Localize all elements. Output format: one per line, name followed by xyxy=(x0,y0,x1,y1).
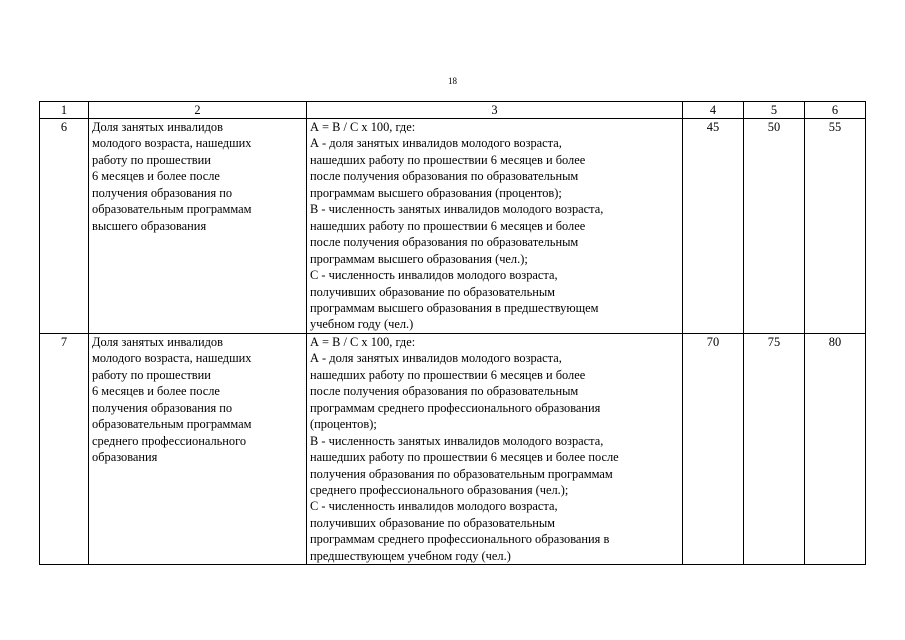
formula-line: В - численность занятых инвалидов молодого возраста, xyxy=(310,433,604,448)
formula-line: после получения образования по образовательным xyxy=(310,169,579,184)
formula-line: А = В / С х 100, где: xyxy=(310,120,416,134)
formula-cell xyxy=(307,333,683,564)
indicator-name-line: молодого возраста, нашедших xyxy=(92,136,252,151)
formula-line: (процентов); xyxy=(310,417,377,432)
formula-line: С - численность инвалидов молодого возраста, xyxy=(310,499,558,514)
indicator-name-line: получения образования по xyxy=(92,185,233,200)
table-row xyxy=(40,119,866,334)
formula-line: А - доля занятых инвалидов молодого возраста, xyxy=(310,136,562,151)
value-cell-col4: 70 xyxy=(683,333,744,564)
formula-line: нашедших работу по прошествии 6 месяцев и более xyxy=(310,218,586,233)
column-header: 5 xyxy=(744,102,805,119)
page-number: 18 xyxy=(448,76,457,86)
indicator-name-line: образования xyxy=(92,450,158,465)
indicator-name-cell xyxy=(89,333,307,564)
value-cell-col5: 75 xyxy=(744,333,805,564)
formula-line: В - численность занятых инвалидов молодого возраста, xyxy=(310,202,604,217)
indicator-name-line: высшего образования xyxy=(92,218,207,233)
indicator-name-line: молодого возраста, нашедших xyxy=(92,351,252,366)
formula-cell xyxy=(307,119,683,334)
indicator-name-line: Доля занятых инвалидов xyxy=(92,120,223,134)
formula-line: программам среднего профессионального образования в xyxy=(310,532,610,547)
formula-line: С - численность инвалидов молодого возраста, xyxy=(310,268,558,283)
indicator-name-line: работу по прошествии xyxy=(92,367,211,382)
column-header: 2 xyxy=(89,102,307,119)
formula-line: программам высшего образования (процентов); xyxy=(310,185,562,200)
formula-line: А = В / С х 100, где: xyxy=(310,334,416,349)
value-cell-col6: 80 xyxy=(805,333,866,564)
indicator-name-line: работу по прошествии xyxy=(92,152,211,167)
formula-line: программам высшего образования (чел.); xyxy=(310,251,528,266)
row-number-cell: 6 xyxy=(40,119,89,334)
formula-line: нашедших работу по прошествии 6 месяцев и более после xyxy=(310,450,619,465)
indicator-name-line: образовательным программам xyxy=(92,202,252,217)
formula-line: программам высшего образования в предшествующем xyxy=(310,300,599,315)
column-header: 4 xyxy=(683,102,744,119)
indicator-name-line: 6 месяцев и более после xyxy=(92,169,220,184)
column-header: 6 xyxy=(805,102,866,119)
formula-line: получивших образование по образовательным xyxy=(310,284,556,299)
formula-line: среднего профессионального образования (чел.); xyxy=(310,482,569,497)
table-row xyxy=(40,333,866,564)
formula-line: программам среднего профессионального образования xyxy=(310,400,601,415)
formula-line: учебном году (чел.) xyxy=(310,317,414,332)
formula-line: нашедших работу по прошествии 6 месяцев и более xyxy=(310,367,586,382)
indicator-name-line: среднего профессионального xyxy=(92,433,247,448)
formula-line: получения образования по образовательным программам xyxy=(310,466,613,481)
formula-line: предшествующем учебном году (чел.) xyxy=(310,548,511,563)
column-header: 1 xyxy=(40,102,89,119)
formula-line: А - доля занятых инвалидов молодого возраста, xyxy=(310,351,562,366)
indicator-table xyxy=(39,101,866,565)
indicator-name-line: получения образования по xyxy=(92,400,233,415)
table-header-row xyxy=(40,102,866,119)
formula-line: получивших образование по образовательным xyxy=(310,515,556,530)
formula-line: после получения образования по образовательным xyxy=(310,235,579,250)
row-number-cell: 7 xyxy=(40,333,89,564)
formula-line: после получения образования по образовательным xyxy=(310,384,579,399)
indicator-name-line: образовательным программам xyxy=(92,417,252,432)
indicator-name-line: Доля занятых инвалидов xyxy=(92,334,223,349)
value-cell-col5: 50 xyxy=(744,119,805,334)
value-cell-col6: 55 xyxy=(805,119,866,334)
value-cell-col4: 45 xyxy=(683,119,744,334)
indicator-name-line: 6 месяцев и более после xyxy=(92,384,220,399)
column-header: 3 xyxy=(307,102,683,119)
formula-line: нашедших работу по прошествии 6 месяцев и более xyxy=(310,152,586,167)
indicator-name-cell xyxy=(89,119,307,334)
